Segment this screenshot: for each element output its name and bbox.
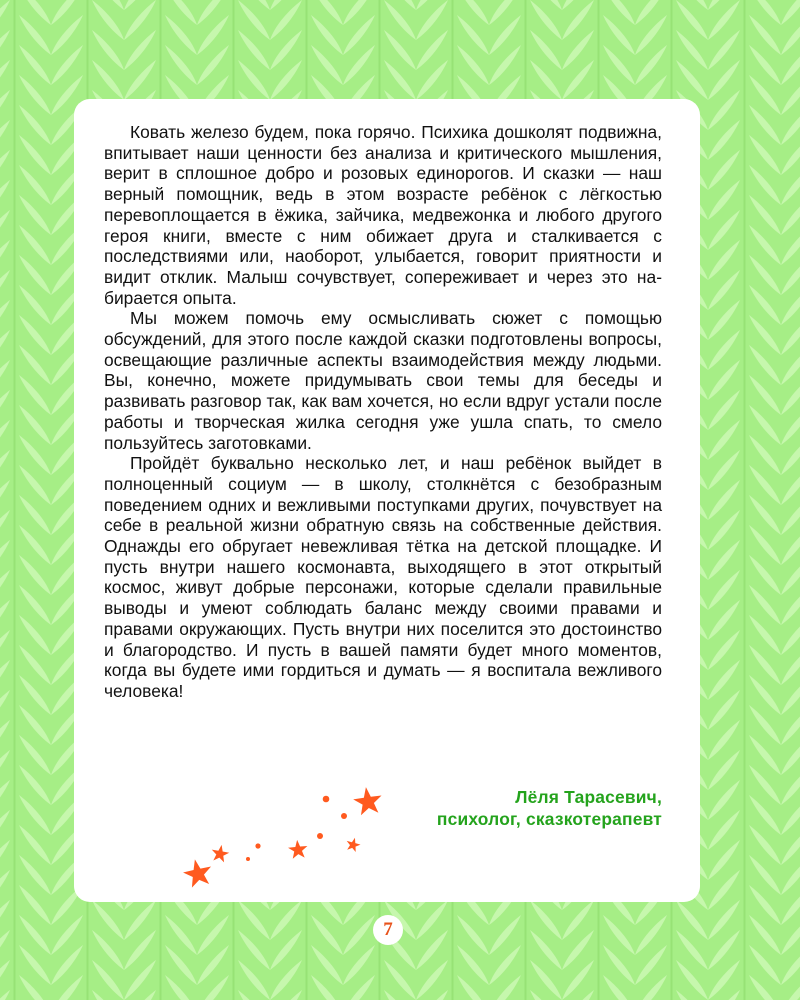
braid-stitch bbox=[0, 390, 10, 430]
paragraph-2: Мы можем помочь ему осмысливать сюжет с помощью обсуждений, для этого после каждой сказки подготовлены вопросы, освещающие различные аспекты взаимодействия между людьми. Вы, конечно, можете придумывать свои темы для беседы и развивать разговор так, как вам хочется, но если вдруг устали после работы и творческая жилка сегодня уже ушла спать, то смело пользуйтесь заготовками. bbox=[104, 308, 662, 453]
paragraph-1: Ковать железо будем, пока горячо. Психика дошколят подвижна, впитывает наши ценности без анализа и критического мышления, верит в сплошное добро и розовых единорогов. И сказки — наш верный помощник, ведь в этом возрасте ребёнок с лёгкостью перевоплощается в ёжика, зайчика, медвежонка и любого другого героя книги, вместе с ним обижает друга и сталкивается с последствиями или, наоборот, улыбается, говорит приятности и видит отклик. Малыш сочувствует, сопереживает и через это набирается опыта. bbox=[104, 122, 662, 308]
author-role: психолог, сказкотерапевт bbox=[436, 809, 662, 829]
braid-stitch bbox=[0, 360, 10, 400]
star-icon bbox=[181, 856, 215, 888]
braid-stitch bbox=[0, 840, 10, 880]
star-icon bbox=[352, 785, 384, 816]
article-body bbox=[104, 122, 662, 702]
braid-stitch bbox=[0, 30, 10, 70]
paragraph-3: Пройдёт буквально несколько лет, и наш ребёнок выйдет в полноценный социум — в школу, столкнётся с безобразным поведением одних и вежливыми поступками других, почувствует на себе в реальной жизни обратную связь на собственные действия. Однажды его обругает невежливая тётка на детской площадке. И пусть внутри нашего космонавта, выходящего в этот открытый космос, живут добрые персонажи, которые сделали правильные выводы и умеют соблюдать баланс между своими правами и правами окружающих. Пусть внутри них поселится это достоинство и благородство. И пусть в вашей памяти будет много моментов, когда вы будете ими гордиться и думать — я воспитала вежливого человека! bbox=[104, 453, 662, 701]
author-name: Лёля Тарасевич, bbox=[515, 787, 662, 807]
star-icon bbox=[287, 839, 308, 859]
braid-stitch bbox=[0, 450, 10, 490]
braid-stitch bbox=[0, 870, 10, 910]
braid-stitch bbox=[0, 90, 10, 130]
braid-stitch bbox=[0, 240, 10, 280]
dot-icon bbox=[323, 796, 330, 803]
dot-icon bbox=[317, 833, 323, 839]
braid-stitch bbox=[0, 690, 10, 730]
braid-stitch bbox=[0, 720, 10, 760]
braid-stitch bbox=[0, 930, 10, 970]
braid-stitch bbox=[0, 150, 10, 190]
braid-groove bbox=[744, 0, 746, 1000]
dot-icon bbox=[341, 813, 347, 819]
page-number: 7 bbox=[373, 915, 403, 945]
braid-groove bbox=[14, 0, 16, 1000]
dot-icon bbox=[255, 843, 260, 848]
braid-stitch bbox=[0, 810, 10, 850]
braid-stitch bbox=[0, 300, 10, 340]
braid-stitch bbox=[0, 330, 10, 370]
star-icon bbox=[210, 843, 230, 863]
braid-stitch bbox=[0, 270, 10, 310]
braid-stitch bbox=[0, 210, 10, 250]
author-signature bbox=[437, 786, 662, 830]
braid-stitch bbox=[0, 510, 10, 550]
braid-stitch bbox=[0, 780, 10, 820]
star-icon bbox=[345, 836, 362, 853]
braid-stitch bbox=[0, 480, 10, 520]
braid-stitch bbox=[781, 0, 800, 25]
stars-decoration bbox=[170, 778, 400, 893]
braid-stitch bbox=[0, 180, 10, 220]
braid-stitch bbox=[0, 900, 10, 940]
braid-stitch bbox=[0, 750, 10, 790]
braid-stitch bbox=[0, 960, 10, 1000]
braid-stitch bbox=[0, 420, 10, 460]
braid-stitch bbox=[0, 0, 10, 40]
braid-stitch bbox=[0, 120, 10, 160]
braid-stitch bbox=[0, 60, 10, 100]
braid-stitch bbox=[0, 660, 10, 700]
braid-stitch bbox=[0, 540, 10, 580]
braid-stitch bbox=[0, 600, 10, 640]
dot-icon bbox=[246, 857, 250, 861]
braid-stitch bbox=[0, 630, 10, 670]
braid-stitch bbox=[0, 990, 10, 1000]
braid-stitch bbox=[0, 570, 10, 610]
